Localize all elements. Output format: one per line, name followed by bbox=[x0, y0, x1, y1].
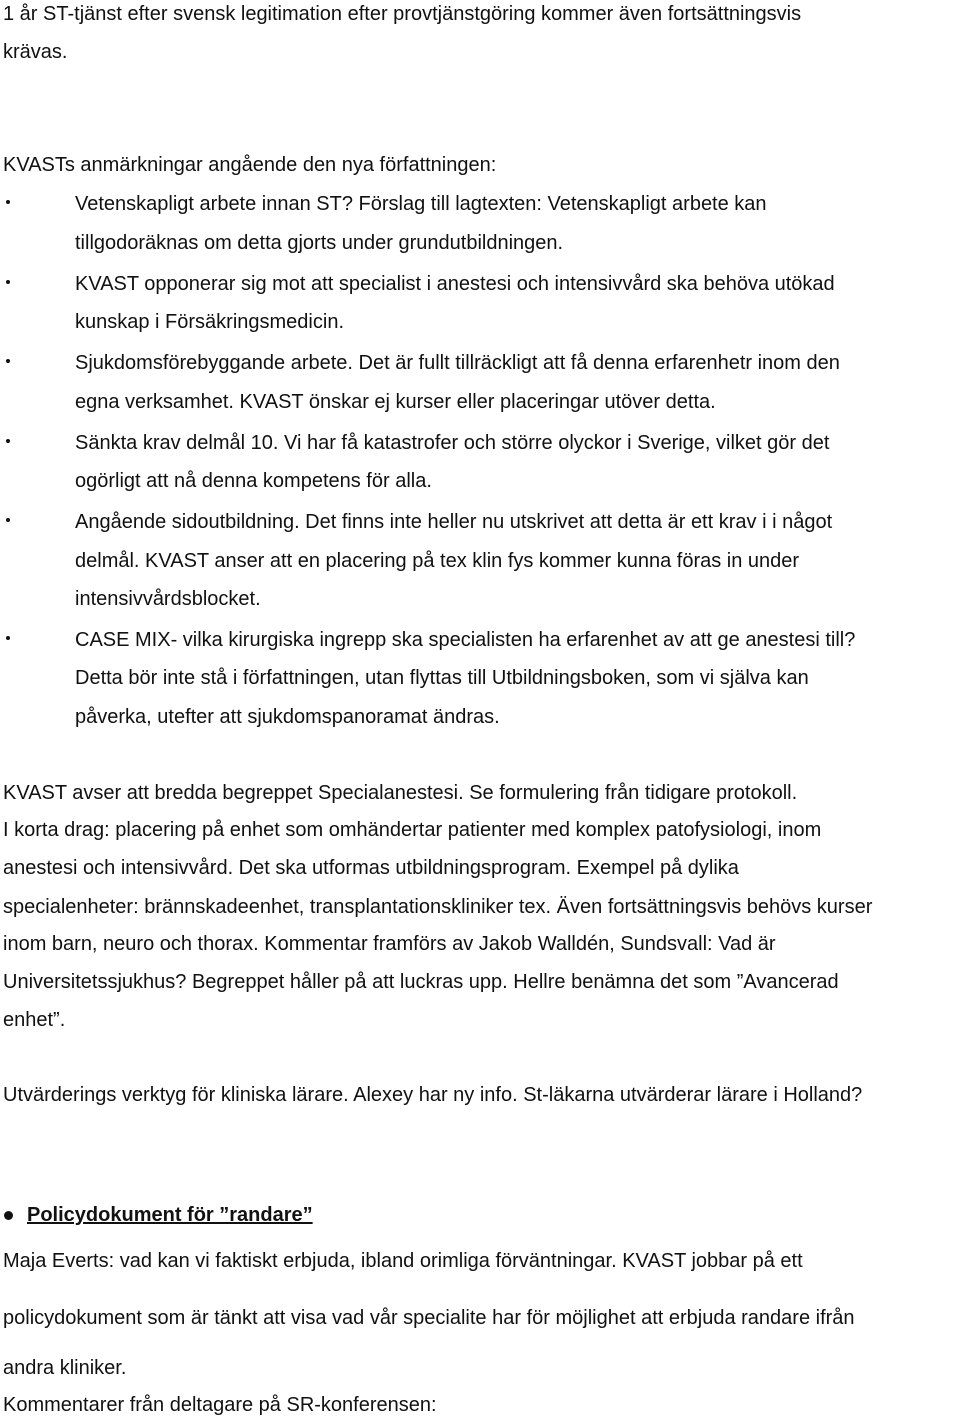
specialanestesi-line-2: I korta drag: placering på enhet som omhändertar patienter med komplex patofysiologi, inom bbox=[3, 819, 822, 841]
bullet-dot bbox=[6, 518, 10, 522]
bullet-1-line-2: tillgodoräknas om detta gjorts under grundutbildningen. bbox=[75, 232, 564, 254]
policy-heading: Policydokument för ”randare” bbox=[27, 1204, 313, 1226]
bullet-dot bbox=[6, 439, 10, 443]
intro-line-1: 1 år ST-tjänst efter svensk legitimation efter provtjänstgöring kommer även fortsättningsvis bbox=[3, 3, 802, 25]
bullet-2-line-2: kunskap i Försäkringsmedicin. bbox=[75, 311, 344, 333]
bullet-dot bbox=[6, 359, 10, 363]
bullet-dot bbox=[6, 280, 10, 284]
bullet-3-line-1: Sjukdomsförebyggande arbete. Det är fullt tillräckligt att få denna erfarenhetr inom den bbox=[75, 352, 840, 374]
policy-line-3: andra kliniker. bbox=[3, 1357, 127, 1379]
policy-line-1: Maja Everts: vad kan vi faktiskt erbjuda, ibland orimliga förväntningar. KVAST jobbar på ett bbox=[3, 1250, 803, 1272]
policy-line-2: policydokument som är tänkt att visa vad vår specialite har för möjlighet att erbjuda randare ifrån bbox=[3, 1307, 855, 1329]
specialanestesi-line-7: enhet”. bbox=[3, 1009, 66, 1031]
intro-line-2: krävas. bbox=[3, 41, 68, 63]
bullet-4-line-2: ogörligt att nå denna kompetens för alla. bbox=[75, 470, 432, 492]
specialanestesi-line-4: specialenheter: brännskadeenhet, transplantationskliniker tex. Även fortsättningsvis behövs kurser bbox=[3, 896, 873, 918]
bullet-4-line-1: Sänkta krav delmål 10. Vi har få katastrofer och större olyckor i Sverige, vilket gör det bbox=[75, 432, 830, 454]
policy-line-4: Kommentarer från deltagare på SR-konferensen: bbox=[3, 1394, 437, 1416]
bullet-6-line-2: Detta bör inte stå i författningen, utan flyttas till Utbildningsboken, som vi själva kan bbox=[75, 667, 809, 689]
evaluation-line: Utvärderings verktyg för kliniska lärare. Alexey har ny info. St-läkarna utvärderar lärare i Holland? bbox=[3, 1084, 863, 1106]
bullet-dot bbox=[6, 200, 10, 204]
specialanestesi-line-5: inom barn, neuro och thorax. Kommentar framförs av Jakob Walldén, Sundsvall: Vad är bbox=[3, 933, 776, 955]
specialanestesi-line-3: anestesi och intensivvård. Det ska utformas utbildningsprogram. Exempel på dylika bbox=[3, 857, 739, 879]
bullet-3-line-2: egna verksamhet. KVAST önskar ej kurser eller placeringar utöver detta. bbox=[75, 391, 716, 413]
remarks-heading: KVASTs anmärkningar angående den nya författningen: bbox=[3, 154, 497, 176]
bullet-5-line-1: Angående sidoutbildning. Det finns inte heller nu utskrivet att detta är ett krav i i något bbox=[75, 511, 833, 533]
specialanestesi-line-1: KVAST avser att bredda begreppet Specialanestesi. Se formulering från tidigare protokoll. bbox=[3, 782, 798, 804]
policy-bullet-dot bbox=[4, 1211, 13, 1220]
bullet-6-line-3: påverka, utefter att sjukdomspanoramat ändras. bbox=[75, 706, 500, 728]
specialanestesi-line-6: Universitetssjukhus? Begreppet håller på att luckras upp. Hellre benämna det som ”Avancerad bbox=[3, 971, 839, 993]
bullet-5-line-2: delmål. KVAST anser att en placering på tex klin fys kommer kunna föras in under bbox=[75, 550, 800, 572]
bullet-6-line-1: CASE MIX- vilka kirurgiska ingrepp ska specialisten ha erfarenhet av att ge anestesi till? bbox=[75, 629, 856, 651]
bullet-1-line-1: Vetenskapligt arbete innan ST? Förslag till lagtexten: Vetenskapligt arbete kan bbox=[75, 193, 767, 215]
bullet-5-line-3: intensivvårdsblocket. bbox=[75, 588, 261, 610]
bullet-dot bbox=[6, 636, 10, 640]
bullet-2-line-1: KVAST opponerar sig mot att specialist i anestesi och intensivvård ska behöva utökad bbox=[75, 273, 835, 295]
